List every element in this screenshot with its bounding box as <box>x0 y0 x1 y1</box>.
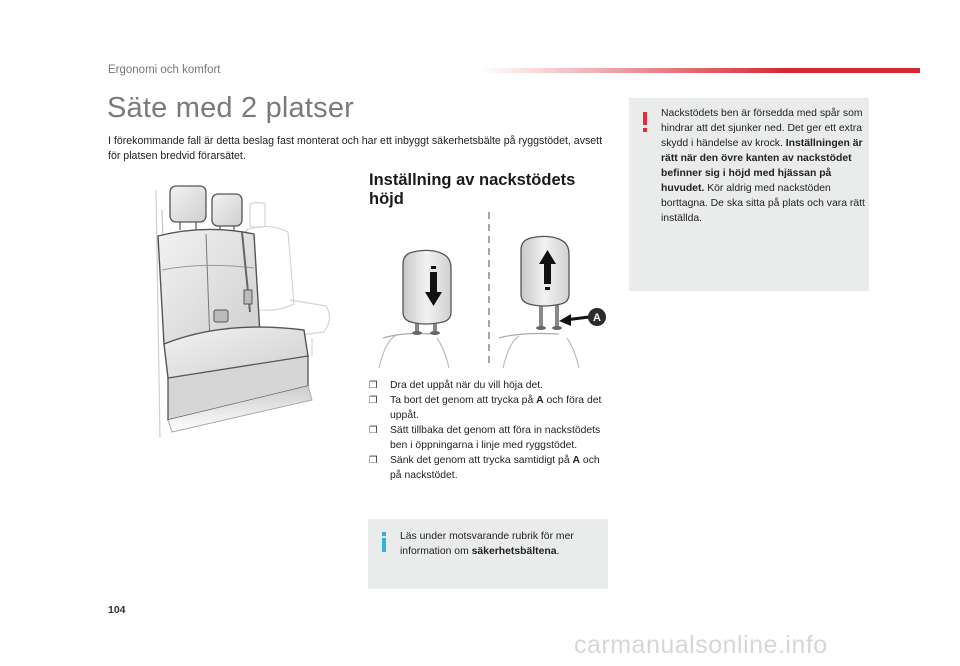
checkbox-bullet-icon: ❒ <box>369 455 378 466</box>
two-seat-bench-illustration <box>150 180 350 440</box>
checkbox-bullet-icon: ❒ <box>369 395 378 406</box>
intro-paragraph: I förekommande fall är detta beslag fast monterat och har ett inbyggt säkerhetsbälte på ryggstödet, avsett för platsen bredvid förarsätet. <box>108 135 603 162</box>
info-text: Läs under motsvarande rubrik för mer information om säkerhetsbältena. <box>400 531 574 557</box>
warning-box <box>629 98 869 291</box>
instruction-steps <box>368 378 608 483</box>
info-icon <box>380 532 388 552</box>
section-header: Ergonomi och komfort <box>108 64 221 76</box>
warning-icon <box>641 112 649 132</box>
step-item: ❒ Dra det uppåt när du vill höja det. <box>369 380 544 391</box>
checkbox-bullet-icon: ❒ <box>369 425 378 436</box>
footer-watermark-url: carmanualsonline.info <box>574 631 828 659</box>
sub-heading: Inställning av nackstödets höjd <box>369 171 576 208</box>
checkbox-bullet-icon: ❒ <box>369 380 378 391</box>
headrest-adjustment-diagram <box>375 210 615 370</box>
step-item: ❒ Ta bort det genom att trycka på A och föra det uppåt. <box>369 395 602 421</box>
step-item: ❒ Sätt tillbaka det genom att föra in nackstödets ben i öppningarna i linje med ryggstödet. <box>369 425 601 451</box>
header-rule <box>480 68 920 73</box>
info-box <box>368 519 608 589</box>
page-number: 104 <box>108 604 126 616</box>
warning-text: Nackstödets ben är försedda med spår som hindrar att det sjunker ned. Det ger ett extra skydd i händelse av krock. Inställningen är rätt när den övre kanten av nackstödet befinner sig i höjd med hjässan på huvudet. Kör aldrig med nackstöden borttagna. De ska sitta på plats och vara rätt inställda. <box>661 108 865 224</box>
step-item: ❒ Sänk det genom att trycka samtidigt på A och på nackstödet. <box>369 455 600 481</box>
page-title: Säte med 2 platser <box>107 92 355 124</box>
callout-label-a: A <box>593 312 601 324</box>
